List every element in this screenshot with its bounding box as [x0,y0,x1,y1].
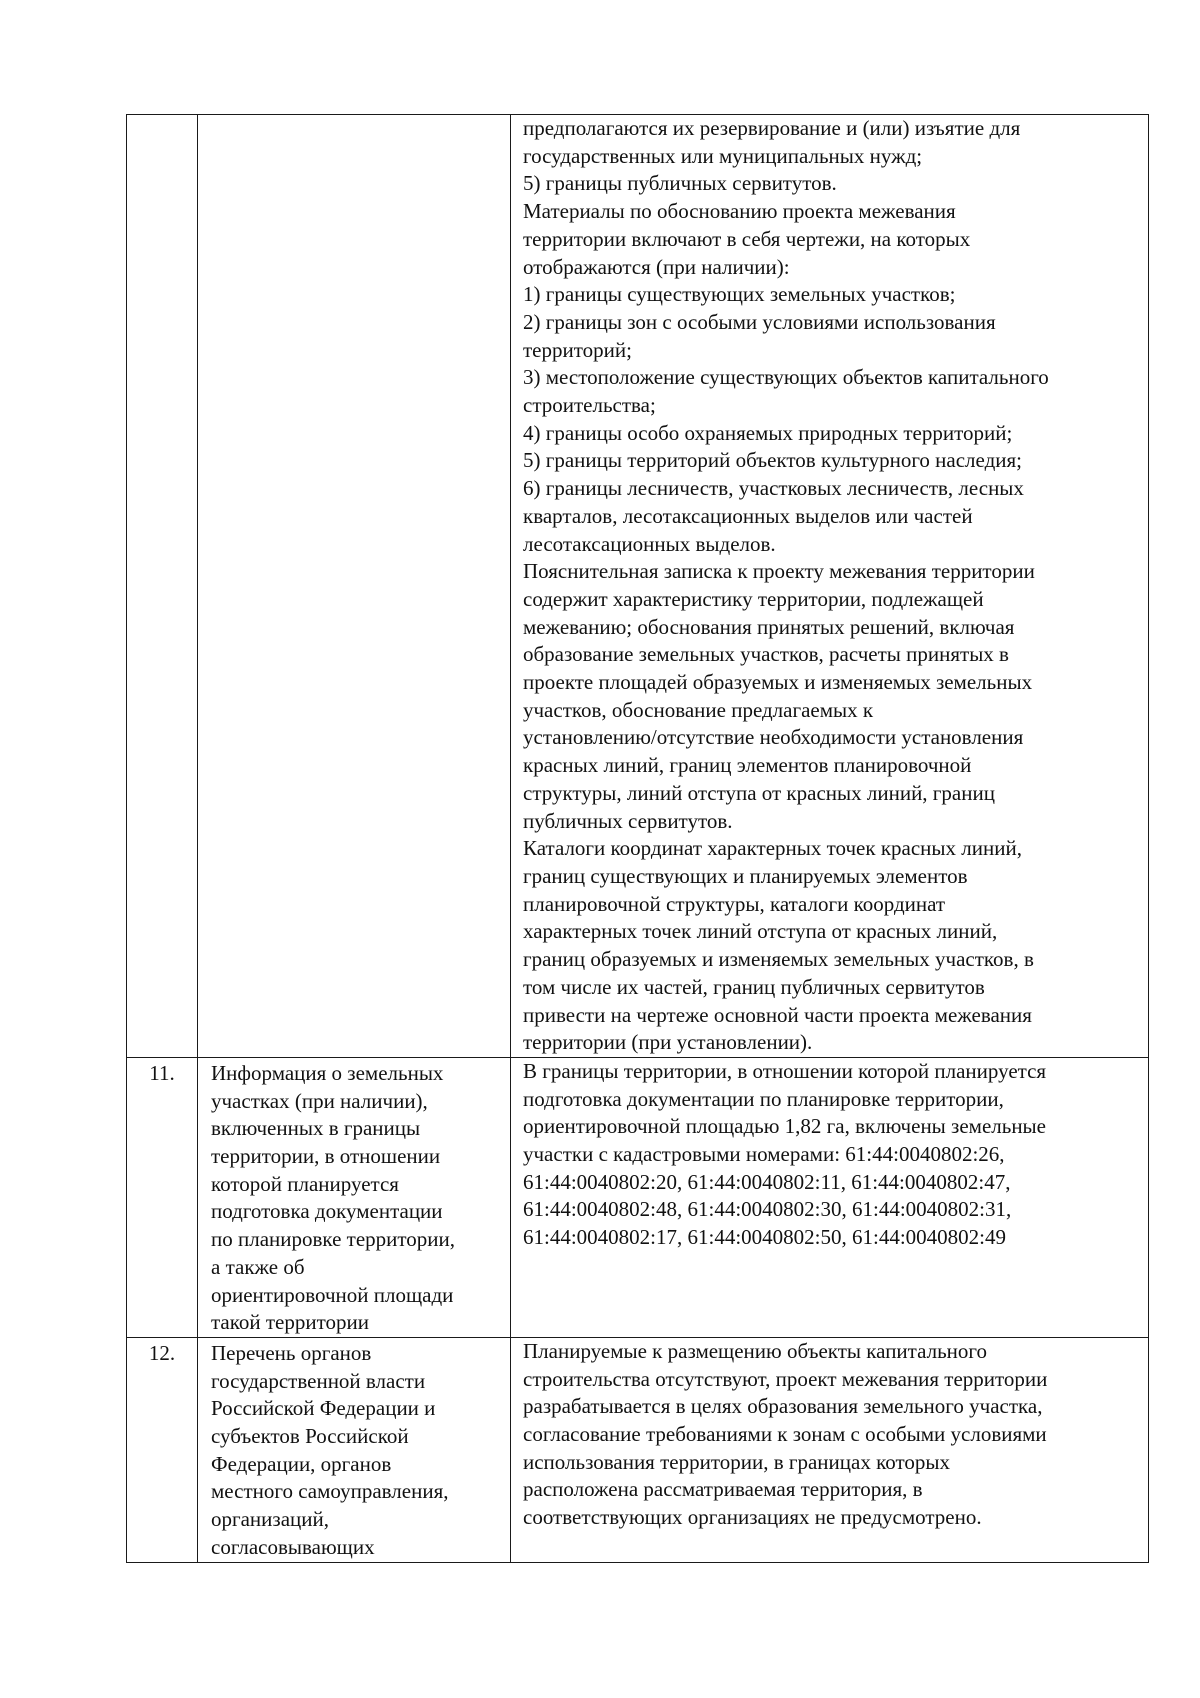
text-line: организаций, [211,1507,329,1532]
table-row-11 [127,1057,1149,1337]
row-description [523,1058,1144,1252]
text-line: 61:44:0040802:20, 61:44:0040802:11, 61:44:0040802:47, [523,1169,1011,1194]
text-line: характерных точек линий отступа от красных линий, [523,919,998,944]
text-line: красных линий, границ элементов планировочной [523,753,972,778]
row-number-cell [127,1057,198,1337]
text-line: использования территории, в границах которых [523,1449,950,1474]
text-line: территории (при установлении). [523,1030,813,1055]
row-name [211,1060,502,1337]
text-line: проекте площадей образуемых и изменяемых земельных [523,670,1033,695]
text-line: границ существующих и планируемых элементов [523,863,968,888]
row-number: 11. [149,1060,175,1085]
text-line: межеванию; обоснования принятых решений, включая [523,614,1015,639]
text-line: местного самоуправления, [211,1479,449,1504]
text-line: участках (при наличии), [211,1088,428,1113]
text-line: публичных сервитутов. [523,808,733,833]
text-line: В границы территории, в отношении которой планируется [523,1058,1047,1083]
text-line: строительства отсутствуют, проект межевания территории [523,1366,1048,1391]
text-line: территории, в отношении [211,1144,441,1169]
text-line: том числе их частей, границ публичных сервитутов [523,974,985,999]
row-description [523,1338,1144,1532]
text-line: кварталов, лесотаксационных выделов или частей [523,503,973,528]
row-name-cell [198,1057,511,1337]
text-line: 5) границы территорий объектов культурного наследия; [523,448,1022,473]
text-line: по планировке территории, [211,1227,456,1252]
text-line: подготовка документации [211,1199,443,1224]
text-line: включенных в границы [211,1116,421,1141]
text-line: содержит характеристику территории, подлежащей [523,586,984,611]
text-line: Пояснительная записка к проекту межевания территории [523,559,1035,584]
text-line: 6) границы лесничеств, участковых лесничеств, лесных [523,476,1024,501]
text-line: участков, обоснование предлагаемых к [523,697,874,722]
text-line: границ образуемых и изменяемых земельных участков, в [523,947,1034,972]
text-line: государственной власти [211,1368,426,1393]
text-line: 1) границы существующих земельных участков; [523,282,956,307]
text-line: субъектов Российской [211,1424,409,1449]
row-number-cell [127,115,198,1058]
text-line: 5) границы публичных сервитутов. [523,171,837,196]
text-line: которой планируется [211,1171,399,1196]
row-description [523,115,1144,1057]
row-number: 12. [148,1340,176,1365]
text-line: государственных или муниципальных нужд; [523,143,923,168]
row-number-cell [127,1337,198,1562]
text-line: 4) границы особо охраняемых природных территорий; [523,420,1013,445]
text-line: структуры, линий отступа от красных линий, границ [523,780,995,805]
table-row-12 [127,1337,1149,1562]
text-line: Информация о земельных [211,1060,444,1085]
row-text-cell [511,1337,1149,1562]
text-line: соответствующих организациях не предусмотрено. [523,1505,982,1530]
text-line: установлению/отсутствие необходимости установления [523,725,1024,750]
row-text-cell [511,115,1149,1058]
text-line: Материалы по обоснованию проекта межевания [523,199,956,224]
text-line: согласовывающих [211,1534,375,1559]
text-line: такой территории [211,1310,369,1335]
table-row-continuation [127,115,1149,1058]
text-line: разрабатывается в целях образования земельного участка, [523,1394,1043,1419]
text-line: 3) местоположение существующих объектов капитального [523,365,1049,390]
row-name [211,1340,502,1562]
text-line: территории включают в себя чертежи, на которых [523,226,971,251]
text-line: планировочной структуры, каталоги координат [523,891,946,916]
text-line: 61:44:0040802:17, 61:44:0040802:50, 61:44:0040802:49 [523,1225,1007,1250]
row-name-cell [198,115,511,1058]
text-line: Федерации, органов [211,1451,392,1476]
text-line: строительства; [523,393,656,418]
text-line: Российской Федерации и [211,1396,436,1421]
text-line: территорий; [523,337,632,362]
row-name-cell [198,1337,511,1562]
text-line: предполагаются их резервирование и (или) изъятие для [523,116,1021,140]
text-line: Перечень органов [211,1340,372,1365]
text-line: подготовка документации по планировке территории, [523,1086,1004,1111]
text-line: ориентировочной площадью 1,82 га, включены земельные [523,1114,1046,1139]
text-line: согласование требованиями к зонам с особыми условиями [523,1422,1047,1447]
row-text-cell [511,1057,1149,1337]
text-line: Планируемые к размещению объекты капитального [523,1338,987,1363]
text-line: отображаются (при наличии): [523,254,790,279]
text-line: лесотаксационных выделов. [523,531,776,556]
text-line: образование земельных участков, расчеты принятых в [523,642,1009,667]
text-line: 61:44:0040802:48, 61:44:0040802:30, 61:44:0040802:31, [523,1197,1012,1222]
text-line: ориентировочной площади [211,1282,454,1307]
requirements-table [126,114,1149,1563]
text-line: а также об [211,1254,305,1279]
text-line: 2) границы зон с особыми условиями использования [523,309,996,334]
text-line: участки с кадастровыми номерами: 61:44:0040802:26, [523,1142,1005,1167]
text-line: расположена рассматриваемая территория, в [523,1477,923,1502]
text-line: привести на чертеже основной части проекта межевания [523,1002,1032,1027]
text-line: Каталоги координат характерных точек красных линий, [523,836,1022,861]
